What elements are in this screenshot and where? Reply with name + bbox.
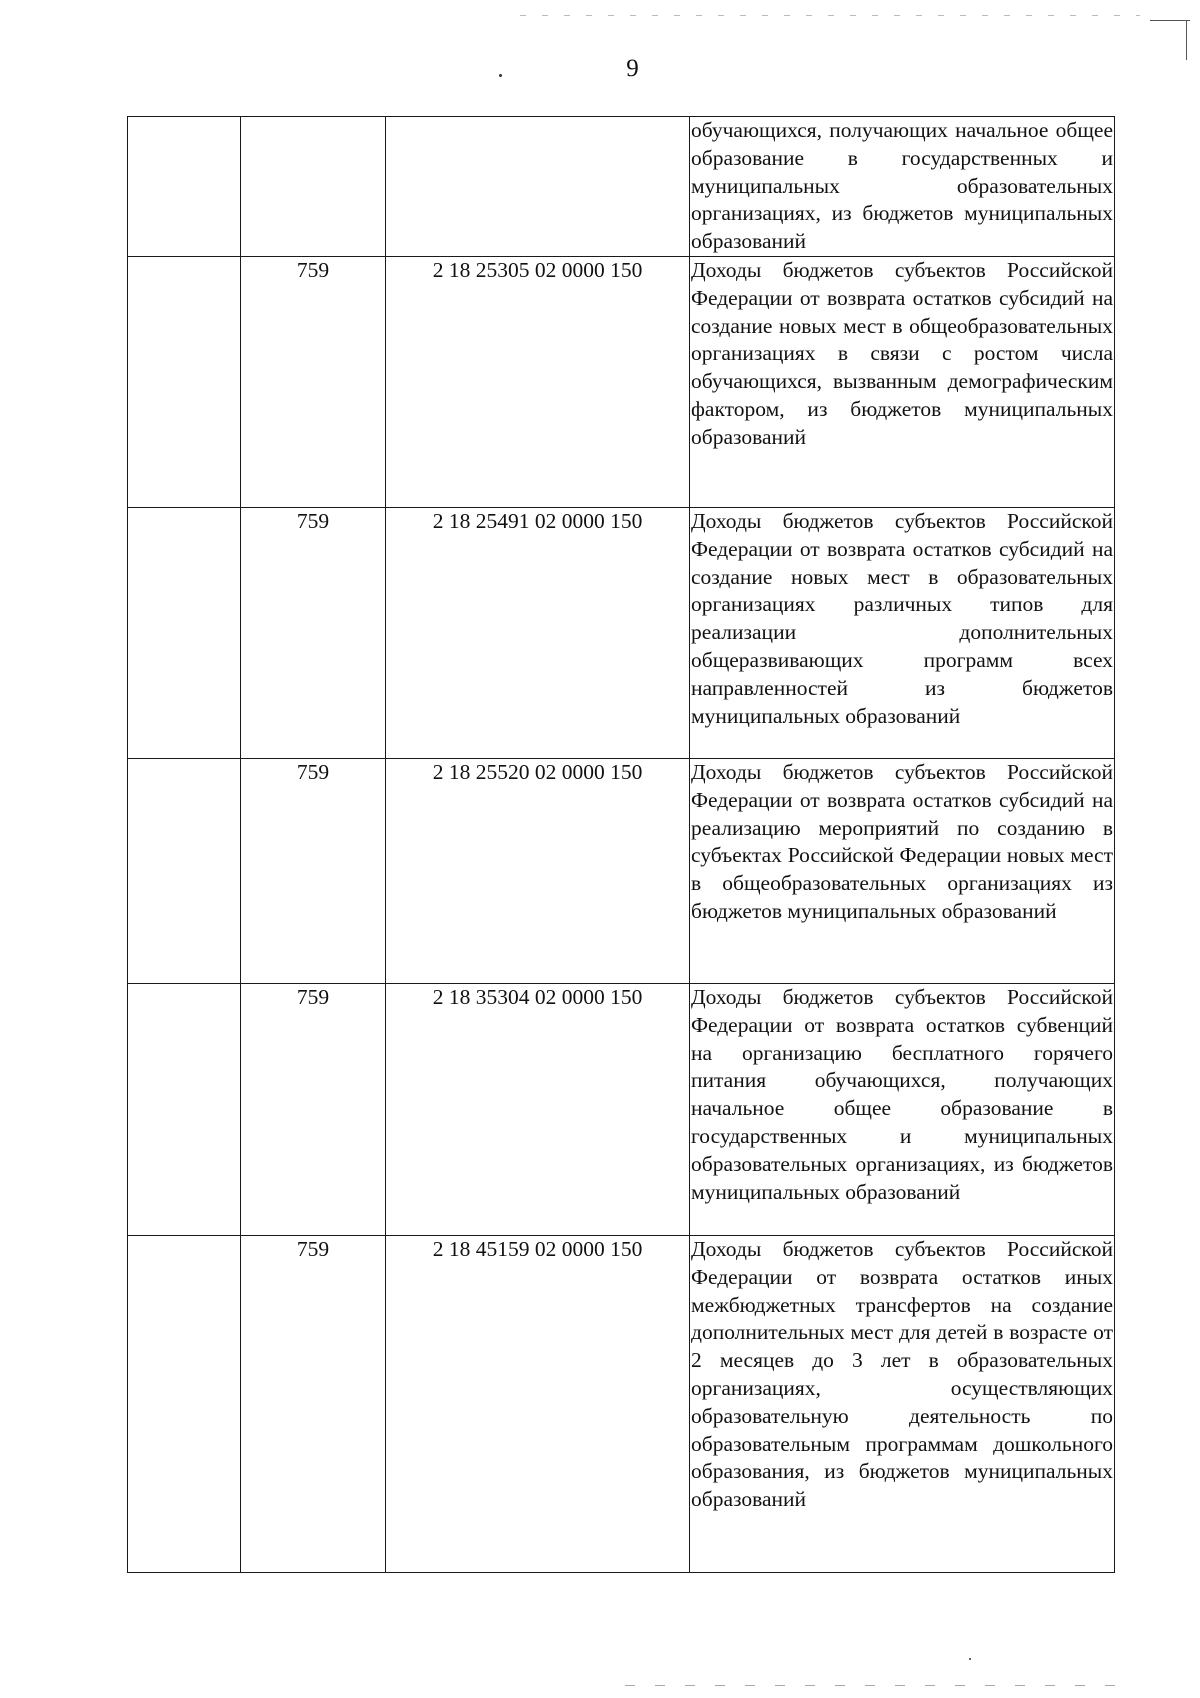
table-row <box>128 983 1115 1235</box>
empty-cell <box>128 507 241 758</box>
scan-artifact-bottom <box>625 1685 1125 1686</box>
admin-code-cell: 759 <box>241 983 386 1235</box>
description-cell: Доходы бюджетов субъектов Российской Федерации от возврата остатков субсидий на реализацию мероприятий по созданию в субъектах Российской Федерации новых мест в общеобразовательных организациях из бюджетов муниципальных образований <box>690 758 1115 983</box>
admin-code-cell: 759 <box>241 758 386 983</box>
empty-cell <box>128 983 241 1235</box>
table-row <box>128 507 1115 758</box>
kbk-code-cell: 2 18 25491 02 0000 150 <box>386 507 690 758</box>
empty-cell <box>128 758 241 983</box>
scan-artifact-edge <box>1186 20 1187 60</box>
kbk-code-cell: 2 18 45159 02 0000 150 <box>386 1235 690 1572</box>
admin-code-cell: 759 <box>241 1235 386 1572</box>
kbk-code-cell: 2 18 35304 02 0000 150 <box>386 983 690 1235</box>
table-row <box>128 758 1115 983</box>
empty-cell <box>128 256 241 507</box>
admin-code-cell: 759 <box>241 256 386 507</box>
table-row <box>128 117 1115 257</box>
page-number: 9 <box>626 55 639 82</box>
kbk-code-cell: 2 18 25520 02 0000 150 <box>386 758 690 983</box>
scan-speck <box>969 1658 971 1660</box>
kbk-code-cell <box>386 117 690 257</box>
empty-cell <box>128 1235 241 1572</box>
scan-speck <box>499 74 502 77</box>
description-cell: Доходы бюджетов субъектов Российской Федерации от возврата остатков субвенций на организацию бесплатного горячего питания обучающихся, получающих начальное общее образование в государственных и муниципальных образовательных организациях, из бюджетов муниципальных образований <box>690 983 1115 1235</box>
admin-code-cell <box>241 117 386 257</box>
revenue-codes-table <box>127 116 1115 1573</box>
description-cell: обучающихся, получающих начальное общее образование в государственных и муниципальных образовательных организациях, из бюджетов муниципальных образований <box>690 117 1115 257</box>
scan-artifact-top <box>520 15 1140 16</box>
empty-cell <box>128 117 241 257</box>
description-cell: Доходы бюджетов субъектов Российской Федерации от возврата остатков субсидий на создание новых мест в общеобразовательных организациях в связи с ростом числа обучающихся, вызванным демографическим фактором, из бюджетов муниципальных образований <box>690 256 1115 507</box>
table-row <box>128 256 1115 507</box>
description-cell: Доходы бюджетов субъектов Российской Федерации от возврата остатков иных межбюджетных трансфертов на создание дополнительных мест для детей в возрасте от 2 месяцев до 3 лет в образовательных организациях, осуществляющих образовательную деятельность по образовательным программам дошкольного образования, из бюджетов муниципальных образований <box>690 1235 1115 1572</box>
table-row <box>128 1235 1115 1572</box>
kbk-code-cell: 2 18 25305 02 0000 150 <box>386 256 690 507</box>
description-cell: Доходы бюджетов субъектов Российской Федерации от возврата остатков субсидий на создание новых мест в образовательных организациях различных типов для реализации дополнительных общеразвивающих программ всех направленностей из бюджетов муниципальных образований <box>690 507 1115 758</box>
admin-code-cell: 759 <box>241 507 386 758</box>
scan-artifact-corner <box>1150 20 1190 21</box>
